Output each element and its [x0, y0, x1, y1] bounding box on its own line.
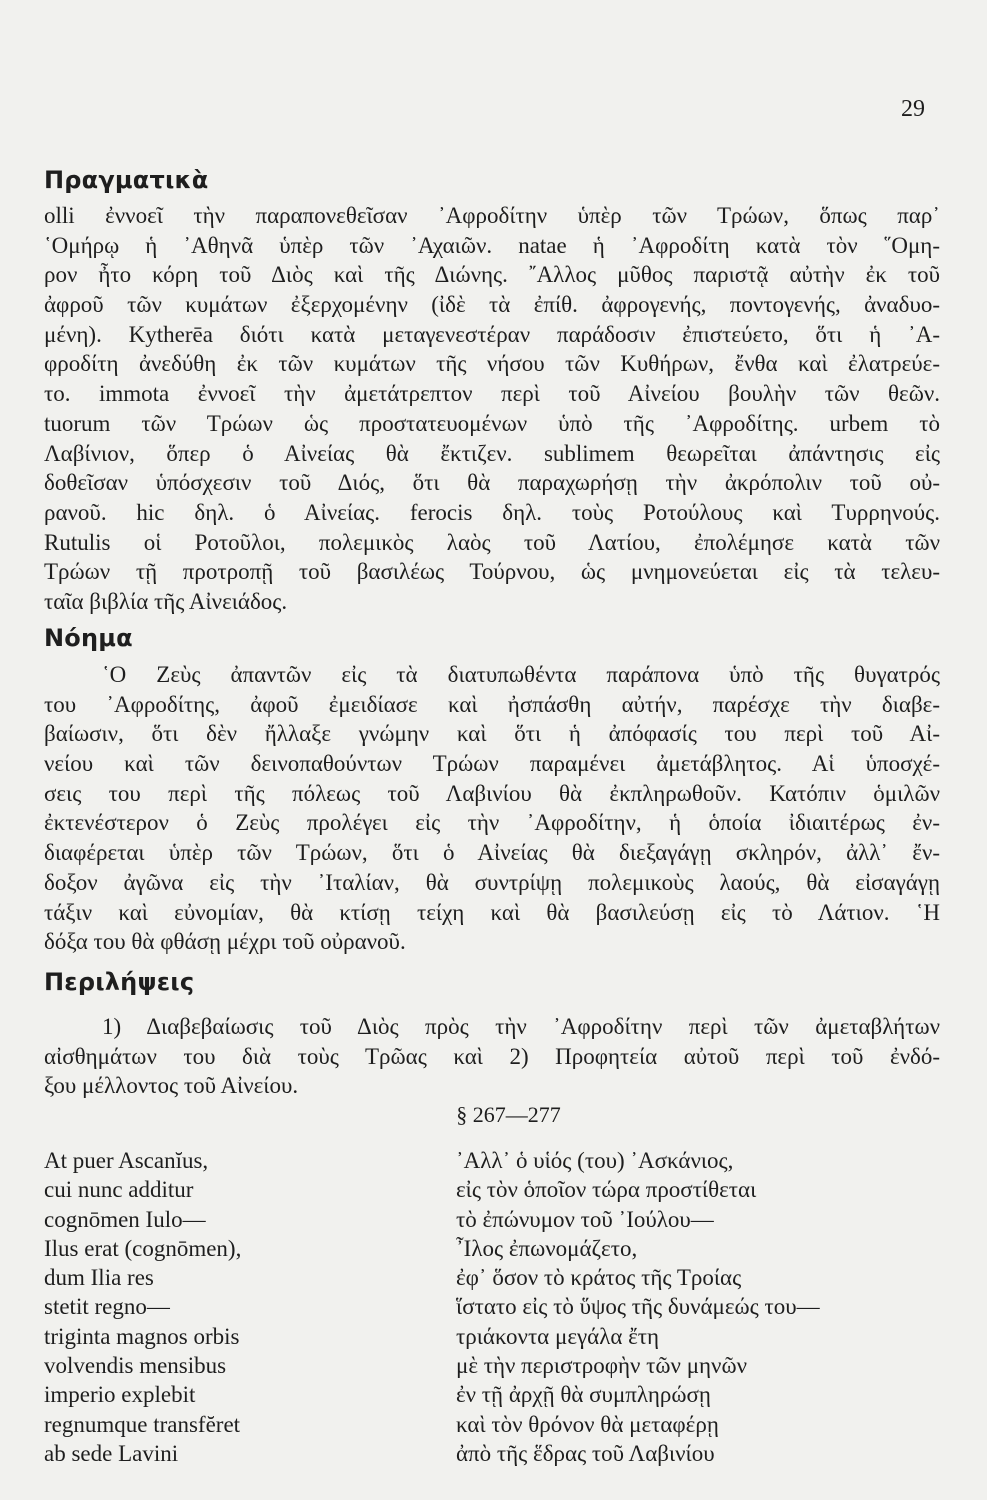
verse-section-title — [0, 1102, 987, 1128]
verse-row — [44, 1263, 944, 1292]
text-line: φροδίτη ἀνεδύθη ἐκ τῶν κυμάτων τῆς νήσου τῶν Κυθήρων, ἔνθα καὶ ἐλατρεύε- — [44, 351, 940, 377]
text-line: δοθεῖσαν ὑπόσχεσιν τοῦ Διός, ὅτι θὰ παραχωρήσῃ τὴν ἀκρόπολιν τοῦ οὐ- — [44, 470, 940, 496]
text-line: δόξα του θὰ φθάσῃ μέχρι τοῦ οὐρανοῦ. — [44, 929, 406, 955]
greek-translation: ἐν τῇ ἀρχῇ θὰ συμπληρώσῃ — [456, 1382, 711, 1408]
text-line: μένη). Kytherēa διότι κατὰ μεταγενεστέραν παράδοσιν ἐπιστεύετο, ὅτι ἡ ᾿Α- — [44, 321, 940, 347]
verse-row — [44, 1322, 944, 1351]
greek-translation: ἵστατο εἰς τὸ ὕψος τῆς δυνάμεώς του— — [456, 1294, 820, 1320]
verse-row — [44, 1439, 944, 1468]
text-line: ῾Ο Ζεὺς ἀπαντῶν εἰς τὰ διατυπωθέντα παράπονα ὑπὸ τῆς θυγατρός — [102, 662, 940, 687]
text-line: ξου μέλλοντος τοῦ Αἰνείου. — [44, 1073, 299, 1099]
greek-translation: ᾿Αλλ᾿ ὁ υἱός (του) ᾿Ασκάνιος, — [456, 1148, 734, 1173]
text-line: ἐκτενέστερον ὁ Ζεὺς προλέγει εἰς τὴν ᾿Αφροδίτην, ἡ ὁποία ἰδιαιτέρως ἐν- — [44, 810, 940, 836]
latin-verse: ab sede Lavini — [44, 1440, 179, 1466]
page-number: 29 — [901, 96, 925, 122]
latin-verse: triginta magnos orbis — [44, 1323, 240, 1349]
verse-row — [44, 1380, 944, 1409]
text-line: Λαβίνιον, ὅπερ ὁ Αἰνείας θὰ ἔκτιζεν. sublimem θεωρεῖται ἀπάντησις εἰς — [44, 440, 940, 466]
section-heading-noima: Νόημα — [44, 624, 133, 652]
noima-text — [44, 660, 940, 957]
latin-verse: Ilus erat (cognōmen), — [44, 1235, 242, 1261]
verse-row — [44, 1146, 944, 1175]
perilipseis-text — [44, 1012, 940, 1101]
verse-row — [44, 1351, 944, 1380]
latin-verse: cui nunc additur — [44, 1177, 194, 1203]
text-line: δοξον ἀγῶνα εἰς τὴν ᾿Ιταλίαν, θὰ συντρίψῃ πολεμικοὺς λαούς, θὰ εἰσαγάγῃ — [44, 869, 940, 895]
text-line: τάξιν καὶ εὐνομίαν, θὰ κτίσῃ τείχη καὶ θὰ βασιλεύσῃ εἰς τὸ Λάτιον. ῾Η — [44, 899, 940, 925]
greek-translation: ῏Ιλος ἐπωνομάζετο, — [456, 1235, 638, 1261]
greek-translation: ἀπὸ τῆς ἕδρας τοῦ Λαβινίου — [456, 1440, 715, 1466]
text-line: διαφέρεται ὑπὲρ τῶν Τρώων, ὅτι ὁ Αἰνείας θὰ διεξαγάγῃ σκληρόν, ἀλλ᾿ ἔν- — [44, 840, 940, 866]
text-line: σεις του περὶ τῆς πόλεως τοῦ Λαβινίου θὰ ἐκπληρωθοῦν. Κατόπιν ὁμιλῶν — [44, 780, 940, 806]
text-line: ἀφροῦ τῶν κυμάτων ἐξερχομένην (ἰδὲ τὰ ἐπίθ. ἀφρογενής, ποντογενής, ἀναδυο- — [44, 292, 940, 318]
greek-translation: εἰς τὸν ὁποῖον τώρα προστίθεται — [456, 1177, 757, 1203]
text-line: ῾Ομήρῳ ἡ ᾿Αθηνᾶ ὑπὲρ τῶν ᾿Αχαιῶν. natae ἡ ᾿Αφροδίτη κατὰ τὸν ῞Ομη- — [44, 232, 940, 258]
text-line: το. immota ἐννοεῖ τὴν ἀμετάτρεπτον περὶ τοῦ Αἰνείου βουλὴν τῶν θεῶν. — [44, 381, 940, 407]
text-line: Rutulis οἱ Ροτοῦλοι, πολεμικὸς λαὸς τοῦ Λατίου, ἐπολέμησε κατὰ τῶν — [44, 529, 940, 555]
section-heading-perilipseis: Περιλήψεις — [44, 968, 195, 996]
text-line: Τρώων τῇ προτροπῇ τοῦ βασιλέως Τούρνου, ὡς μνημονεύεται εἰς τὰ τελευ- — [44, 559, 940, 585]
latin-verse: regnumque transfĕret — [44, 1411, 241, 1437]
pragmatika-text — [44, 201, 940, 617]
text-line: ταῖα βιβλία τῆς Αἰνειάδος. — [44, 588, 288, 614]
greek-translation: τὸ ἐπώνυμον τοῦ ᾿Ιούλου— — [456, 1206, 714, 1232]
greek-translation: τριάκοντα μεγάλα ἔτη — [456, 1323, 660, 1349]
latin-verse: At puer Ascanĭus, — [44, 1148, 209, 1173]
greek-translation: ἐφ᾿ ὅσον τὸ κράτος τῆς Τροίας — [456, 1265, 742, 1291]
latin-verse: stetit regno— — [44, 1294, 170, 1320]
verse-row — [44, 1175, 944, 1204]
verse-range: § 267—277 — [456, 1102, 561, 1127]
verse-row — [44, 1234, 944, 1263]
verse-row — [44, 1410, 944, 1439]
text-line: tuorum τῶν Τρώων ὡς προστατευομένων ὑπὸ τῆς ᾿Αφροδίτης. urbem τὸ — [44, 410, 940, 436]
verse-row — [44, 1205, 944, 1234]
text-line: νείου καὶ τῶν δεινοπαθούντων Τρώων παραμένει ἀμετάβλητος. Αἱ ὑποσχέ- — [44, 751, 940, 777]
latin-verse: cognōmen Iulo— — [44, 1206, 206, 1232]
greek-translation: μὲ τὴν περιστροφὴν τῶν μηνῶν — [456, 1353, 747, 1379]
text-line: 1) Διαβεβαίωσις τοῦ Διὸς πρὸς τὴν ᾿Αφροδίτην περὶ τῶν ἀμεταβλήτων — [102, 1014, 940, 1039]
text-line: olli ἐννοεῖ τὴν παραπονεθεῖσαν ᾿Αφροδίτην ὑπὲρ τῶν Τρώων, ὅπως παρ᾿ — [44, 203, 940, 228]
text-line: βαίωσιν, ὅτι δὲν ἤλλαξε γνώμην καὶ ὅτι ἡ ἀπόφασίς του περὶ τοῦ Αἰ- — [44, 721, 940, 747]
latin-verse: dum Ilia res — [44, 1265, 154, 1291]
text-line: αἰσθημάτων του διὰ τοὺς Τρῶας καὶ 2) Προφητεία αὐτοῦ περὶ τοῦ ἐνδό- — [44, 1043, 940, 1069]
latin-verse: volvendis mensibus — [44, 1353, 227, 1379]
text-line: ρον ἦτο κόρη τοῦ Διὸς καὶ τῆς Διώνης. ῎Αλλος μῦθος παριστᾷ αὐτὴν ἐκ τοῦ — [44, 262, 940, 288]
latin-verse: imperio explebit — [44, 1382, 196, 1408]
section-heading-pragmatika: Πραγματικὰ — [44, 166, 209, 194]
text-line: του ᾿Αφροδίτης, ἀφοῦ ἐμειδίασε καὶ ἠσπάσθη αὐτήν, παρέσχε τὴν διαβε- — [44, 691, 940, 717]
text-line: ρανοῦ. hic δηλ. ὁ Αἰνείας. ferocis δηλ. τοὺς Ροτούλους καὶ Τυρρηνούς. — [44, 499, 940, 525]
parallel-verse-table — [44, 1146, 944, 1468]
verse-row — [44, 1292, 944, 1321]
greek-translation: καὶ τὸν θρόνον θὰ μεταφέρῃ — [456, 1411, 719, 1437]
